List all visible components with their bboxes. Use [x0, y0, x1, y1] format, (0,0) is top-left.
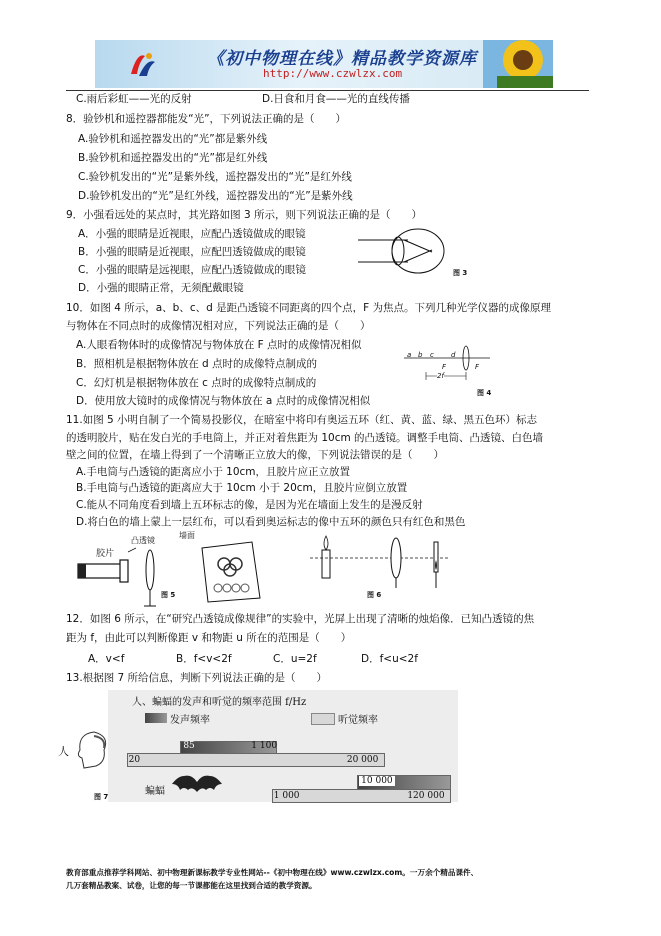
q12-option-c: C．u=2f — [273, 653, 317, 665]
q8-option-d: D.验钞机发出的“光”是红外线，遥控器发出的“光”是紫外线 — [78, 190, 353, 202]
q10-stem-1: 10．如图 4 所示，a、b、c、d 是距凸透镜不同距离的四个点，F 为焦点。下列几种光学仪器的成像原理 — [66, 302, 551, 314]
legend-emit-label: 发声频率 — [170, 715, 210, 726]
bat-emit-min-label: 10 000 — [361, 776, 393, 786]
legend-emit-swatch — [145, 713, 167, 723]
fig3-label: 图 3 — [453, 269, 468, 277]
bat-hear-max-label: 120 000 — [407, 791, 445, 801]
q9-option-b: B．小强的眼睛是近视眼，应配凹透镜做成的眼镜 — [78, 246, 306, 258]
fig4-label: 图 4 — [477, 389, 492, 397]
q11-option-b: B.手电筒与凸透镜的距离应大于 10cm 小于 20cm，且胶片应倒立放置 — [76, 482, 408, 494]
human-emit-min-label: 85 — [183, 741, 195, 751]
human-face-icon — [70, 728, 112, 772]
frequency-figure-title: 人、蝙蝠的发声和听觉的频率范围 f/Hz — [132, 697, 307, 708]
film-label: 胶片 — [96, 549, 115, 559]
footer-line-2: 几万套精品教案、试卷，让您的每一节课都能在这里找到合适的教学资源。 — [66, 881, 317, 890]
q11-stem-2: 的透明胶片，贴在发白光的手电筒上，并正对着焦距为 10cm 的凸透镜。调整手电筒、凸透镜、白色墙 — [66, 432, 544, 444]
q9-option-c: C．小强的眼睛是远视眼，应配凸透镜做成的眼镜 — [78, 264, 306, 276]
q10-option-c: C．幻灯机是根据物体放在 c 点时的成像特点制成的 — [76, 377, 317, 389]
q12-stem-1: 12．如图 6 所示，在“研究凸透镜成像规律”的实验中，光屏上出现了清晰的烛焰像．已知凸透镜的焦 — [66, 613, 535, 625]
q9-option-a: A．小强的眼睛是近视眼，应配凸透镜做成的眼镜 — [78, 228, 306, 240]
q7-option-c: C.雨后彩虹——光的反射 — [76, 93, 192, 105]
point-c: c — [430, 351, 434, 359]
q10-option-b: B．照相机是根据物体放在 d 点时的成像特点制成的 — [76, 358, 318, 370]
human-emit-max-label: 1 100 — [251, 741, 278, 751]
sunflower-icon — [483, 40, 553, 88]
bat-label: 蝙蝠 — [145, 786, 165, 797]
human-hear-min-label: 20 — [128, 755, 141, 765]
candle-lens-screen-diagram — [310, 532, 450, 594]
bat-icon — [170, 772, 224, 798]
q10-stem-2: 与物体在不同点时的成像情况相对应，下列说法正确的是（ ） — [66, 320, 371, 332]
bat-hear-min-label: 1 000 — [273, 791, 300, 801]
q11-option-d: D.将白色的墙上蒙上一层红布，可以看到奥运标志的像中五环的颜色只有红色和黑色 — [76, 516, 466, 528]
q8-option-a: A.验钞机和遥控器发出的“光”都是紫外线 — [78, 133, 268, 145]
point-a: a — [407, 351, 412, 359]
q12-stem-2: 距为 f，由此可以判断像距 v 和物距 u 所在的范围是（ ） — [66, 632, 352, 644]
q13-stem: 13.根据图 7 所给信息，判断下列说法正确的是（ ） — [66, 672, 328, 684]
wall-label: 墙面 — [179, 531, 195, 540]
point-b: b — [418, 351, 423, 359]
human-label: 人 — [58, 745, 69, 758]
q7-option-d: D.日食和月食——光的直线传播 — [262, 93, 410, 105]
q9-stem: 9．小强看远处的某点时，其光路如图 3 所示，则下列说法正确的是（ ） — [66, 209, 423, 221]
q12-option-a: A．v<f — [88, 653, 125, 665]
q11-stem-1: 11.如图 5 小明自制了一个简易投影仪，在暗室中将印有奥运五环（红、黄、蓝、绿、黑五色环）标志 — [66, 414, 538, 426]
q9-option-d: D．小强的眼睛正常，无须配戴眼镜 — [78, 282, 244, 294]
q10-option-d: D．使用放大镜时的成像情况与物体放在 a 点时的成像情况相似 — [76, 395, 371, 407]
fig6-label: 图 6 — [367, 591, 382, 599]
q12-option-d: D．f<u<2f — [361, 653, 418, 665]
fig5-label: 图 5 — [161, 591, 176, 599]
focus-f-right: F — [475, 363, 480, 371]
footer-line-1: 教育部重点推荐学科网站、初中物理新课标教学专业性网站--《初中物理在线》www.czwlzx.com。一万余个精品课件、 — [66, 868, 479, 877]
human-hear-max-label: 20 000 — [346, 755, 379, 765]
header-banner — [95, 40, 553, 88]
banner-url: http://www.czwlzx.com — [263, 67, 403, 80]
q11-stem-3: 壁之间的位置，在墙上得到了一个清晰正立放大的像，下列说法错误的是（ ） — [66, 449, 444, 461]
point-d: d — [451, 351, 456, 359]
q10-option-a: A.人眼看物体时的成像情况与物体放在 F 点时的成像情况相似 — [76, 339, 362, 351]
q11-option-a: A.手电筒与凸透镜的距离应小于 10cm，且胶片应正立放置 — [76, 466, 351, 478]
lens-label: 凸透镜 — [131, 536, 155, 545]
q8-option-b: B.验钞机和遥控器发出的“光”都是红外线 — [78, 152, 268, 164]
banner-title: 《初中物理在线》精品教学资源库 — [207, 49, 477, 69]
q8-stem: 8．验钞机和遥控器都能发“光”，下列说法正确的是（ ） — [66, 113, 347, 125]
fig7-label: 图 7 — [94, 793, 109, 801]
two-f-label: 2f — [437, 372, 444, 380]
eye-diagram — [356, 228, 452, 278]
q8-option-c: C.验钞机发出的“光”是紫外线，遥控器发出的“光”是红外线 — [78, 171, 352, 183]
legend-hear-swatch — [311, 713, 335, 725]
site-logo-icon — [127, 48, 159, 80]
focus-f-left: F — [442, 363, 447, 371]
legend-hear-label: 听觉频率 — [338, 715, 378, 726]
q12-option-b: B．f<v<2f — [176, 653, 232, 665]
q11-option-c: C.能从不同角度看到墙上五环标志的像，是因为光在墙面上发生的是漫反射 — [76, 499, 423, 511]
